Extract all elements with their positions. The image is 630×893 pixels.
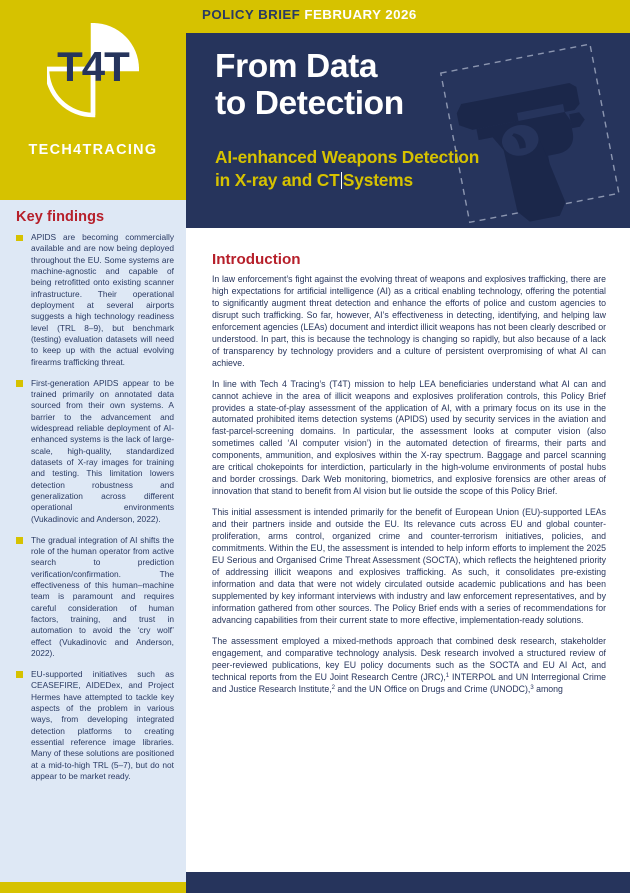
sidebar-bottom-accent-bar: [0, 882, 186, 893]
text-cursor-caret: [341, 172, 342, 189]
list-item-text: EU-supported initiatives such as CEASEFIRE, AIDEDex, and Project Hermes have attempted to tackle key aspects of the problem in various ways, from developing integrated detection platforms to creating essential reference image libraries. Many of these solutions are positioned at a mid-to-high TRL (5–7), but do not appear to be market ready.: [31, 668, 174, 781]
kicker-text: [202, 7, 417, 22]
brand-wordmark: TECH4TRACING: [28, 142, 158, 158]
page-title-line-1: From Data: [215, 48, 378, 85]
kicker-strip: [186, 0, 630, 33]
footnote-ref-1[interactable]: 1: [445, 672, 450, 679]
list-item-text: The gradual integration of AI shifts the role of the human operator from active search to prediction verification/confirmation. The effectiveness of this human–machine team is paramount and requires careful consideration of human factors, training, and trust in automation to avoid the ‘cry wolf’ effect (Vukadinovic and Anderson, 2022).: [31, 534, 174, 659]
key-findings-list: [16, 232, 174, 782]
list-item: [16, 669, 174, 782]
subtitle-before-caret: in X-ray and CT: [215, 169, 340, 190]
list-item: [16, 232, 174, 368]
list-item: [16, 378, 174, 525]
subtitle-after-caret: Systems: [342, 169, 413, 190]
kicker-label: POLICY BRIEF: [202, 7, 301, 22]
paragraph-part-d: among: [533, 683, 563, 694]
footnote-ref-2[interactable]: 2: [331, 684, 335, 691]
page-subtitle: [215, 146, 479, 191]
kicker-date: FEBRUARY 2026: [304, 7, 417, 22]
footer-bar: [186, 872, 630, 893]
body-paragraph: This initial assessment is intended primarily for the benefit of European Union (EU)-supported LEAs and their partners inside and outside the EU. Its relevance cuts across EU and global counter-proliferation, arms control, organized crime and counter-terrorism initiatives, policies, and commitments. Within the EU, the assessment is intended to help inform efforts to implement the 2025 EU Serious and Organised Crime Threat Assessment (SOCTA), which reflects the heightened priority of addressing illicit weapons and explosives trafficking. As such, it consolidates pre-existing information and data that were not widely circulated outside academic publications and has been supplemented by key informant interviews with industry and law enforcement representatives, and by information gathered from other sources. The Policy Brief ends with a series of recommendations for advancing capabilities from their current state to more effective, implementation-ready solutions.: [212, 507, 606, 625]
section-title-introduction: Introduction: [212, 251, 301, 268]
body-paragraph: In law enforcement’s fight against the evolving threat of weapons and explosives trafficking, there are high expectations for artificial intelligence (AI) as a critical enabling technology, offering the potential to significantly augment threat detection and enhance the efforts of police and custom agencies to disrupt such trafficking. So far, however, AI’s effectiveness in detecting, identifying, and helping law enforcement agencies (LEAs) document and interdict illicit weapons has not been clearly described or understood. In part, this is because the technology is changing so rapidly, but also because of a lack of transparency by technology providers and a culture of persistent overpromising of what AI can achieve.: [212, 274, 606, 368]
body-paragraph: In line with Tech 4 Tracing’s (T4T) mission to help LEA beneficiaries understand what AI can and cannot achieve in the area of illicit weapons and explosives proliferation controls, this Policy Brief provides a state-of-play assessment of the application of AI, with a primary focus on its use in the automated prohibited items detection systems (APIDS) used by security services in the aviation and fast-parcel-screening domains. In particular, the assessment looks at computer vision (also sometimes called ‘AI computer vision’) in the automated detection of firearms, their parts and components, ammunition, and explosives within the X-ray spectrum. Baggage and parcel scanning are critical chokepoints for interdiction, particularly in the high-volume environments of postal hubs and border crossings. Dark Web monitoring, biometrics, and explosive forensics are other areas of innovation that stand to benefit from AI vision but lie outside the scope of this Policy Brief.: [212, 378, 606, 497]
list-item-text: First-generation APIDS appear to be trained primarily on annotated data sourced from their own systems. A barrier to the advancement and widespread reliable deployment of AI-enhanced systems is the lack of large-scale, high-quality, standardized datasets of X-ray images for training and testing. This limitation lowers detection robustness and generalization across different operational environments (Vukadinovic and Anderson, 2022).: [31, 377, 174, 524]
paragraph-part-a: The assessment employed a mixed-methods approach that combined desk research, stakeholder engagement, and comparative technology analysis. Desk research involved a structured review of peer-reviewed publications, key EU policy documents such as the SOCTA and EU AI Act, and technical reports from the EU Joint Research Centre (JRC),: [212, 635, 606, 682]
key-findings-sidebar: [0, 200, 186, 882]
page-subtitle-line-1: AI-enhanced Weapons Detection: [215, 147, 480, 167]
bullet-square-icon: [16, 380, 23, 387]
page-title: [215, 48, 404, 122]
main-content: [186, 228, 630, 872]
bullet-square-icon: [16, 671, 23, 678]
paragraph-part-b: INTERPOL and UN Interregional Crime and Justice Research Institute,: [212, 671, 606, 694]
svg-text:T4T: T4T: [57, 43, 129, 90]
left-column: [0, 0, 186, 893]
paragraph-part-c: and the UN Office on Drugs and Crime (UNODC),: [335, 683, 531, 694]
page-subtitle-line-2: [215, 169, 479, 192]
list-item: [16, 535, 174, 660]
body-paragraph-with-footnotes: [212, 636, 606, 696]
list-item-text: APIDS are becoming commercially available and are now being deployed throughout the EU. Some systems are machine-agnostic and capable of being retrofitted onto existing scanner infrastructure. Their operational deployment at several airports suggests a high technology readiness level (TRL 8–9), but benchmark (testing) evaluation datasets will need to keep up with the actual evolving firearms trafficking threat.: [31, 232, 174, 367]
page-title-line-2: to Detection: [215, 85, 404, 122]
hero-banner: [186, 33, 630, 228]
bullet-square-icon: [16, 235, 23, 242]
tech4tracing-logo-icon: [47, 17, 139, 125]
logo-panel: [0, 0, 186, 200]
key-findings-title: Key findings: [16, 209, 105, 225]
footnote-ref-3[interactable]: 3: [530, 684, 534, 691]
bullet-square-icon: [16, 537, 23, 544]
handgun-detection-box-icon: [426, 41, 630, 227]
